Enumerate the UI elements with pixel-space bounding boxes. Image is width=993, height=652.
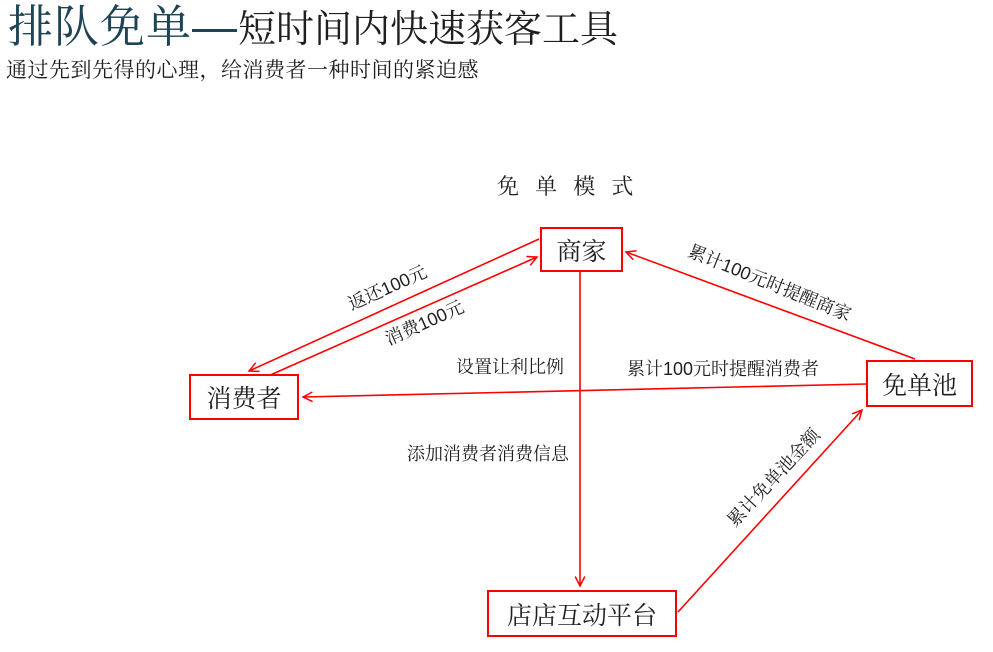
- page-title-accent: 排队免单—: [8, 1, 239, 52]
- diagram-title: 免 单 模 式: [497, 174, 639, 199]
- edge-label-consume-1: 消费100元: [381, 296, 467, 350]
- node-platform: 店店互动平台: [487, 590, 677, 637]
- edge-return: [249, 239, 539, 371]
- edge-label-remind-consumer-4: 累计100元时提醒消费者: [626, 359, 820, 379]
- edge-label-merchant-to-platform-5: 添加消费者消费信息: [407, 444, 569, 464]
- page-subtitle: 通过先到先得的心理，给消费者一种时间的紧迫感: [6, 58, 479, 82]
- edge-label-return-0: 返还100元: [344, 261, 430, 315]
- page-title-rest: 短时间内快速获客工具: [238, 9, 619, 51]
- edge-remind-consumer: [303, 384, 866, 397]
- edge-label-remind-merchant-2: 累计100元时提醒商家: [685, 241, 855, 325]
- edge-label-merchant-to-platform-3: 设置让利比例: [456, 357, 564, 377]
- node-pool: 免单池: [866, 360, 973, 407]
- edge-label-platform-to-pool-6: 累计免单池金额: [723, 424, 825, 531]
- edge-platform-to-pool: [678, 410, 862, 612]
- node-merchant: 商家: [540, 227, 623, 272]
- node-consumer: 消费者: [189, 374, 299, 420]
